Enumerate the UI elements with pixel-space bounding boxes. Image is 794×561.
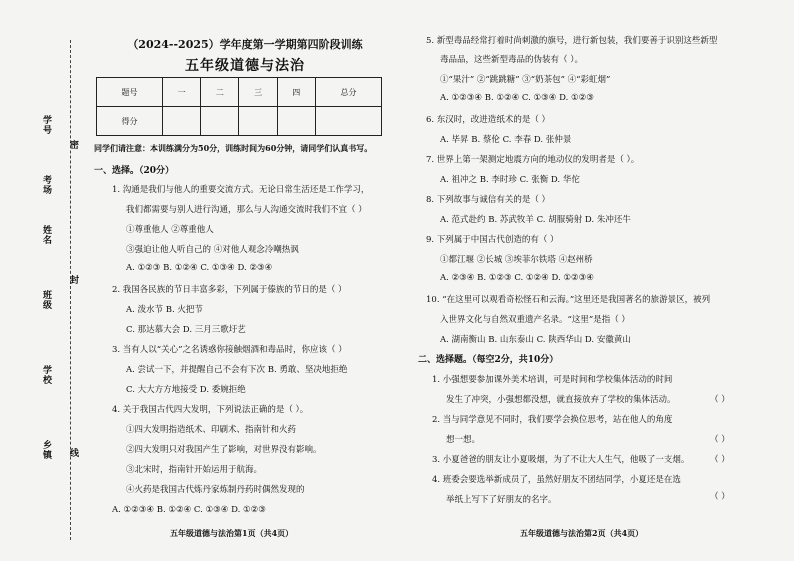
question-text: 5. 新型毒品经常打着时尚刺激的旗号，进行新包装，我们要善于识别这些新型 [426,36,718,46]
score-row-label: 得分 [97,107,163,136]
answer-choices: A. 范式赴约 B. 苏武牧羊 C. 胡服骑射 D. 朱冲还牛 [440,215,631,225]
seal-char-3: 线 [68,448,78,458]
question-text: 2. 我国各民族的节日丰富多彩，下列属于傣族的节日的是（ ） [112,285,347,295]
score-table-row [97,107,382,136]
score-cell [315,107,381,136]
answer-choices: A. 毕昇 B. 蔡伦 C. 李春 D. 张仲景 [440,135,572,145]
question-text: 7. 世界上第一架测定地震方向的地动仪的发明者是（ ）。 [426,155,640,165]
question-text: 9. 下列属于中国古代创造的有（ ） [426,235,559,245]
score-header-cell: 总分 [315,78,381,107]
answer-choices: C. 那达慕大会 D. 三月三歌圩艺 [126,325,246,335]
answer-choices: A. 尝试一下，并提醒自己不会有下次 B. 勇敢、坚决地拒绝 [126,365,348,375]
judgment-question: 4. 班委会要选举新成员了，虽然好朋友不团结同学，小夏还是在选 [432,475,681,485]
judgment-question: 1. 小强想要参加课外美术培训，可是时间和学校集体活动的时间 [432,375,673,385]
seal-char-1: 密 [68,140,78,150]
question-text: 1. 沟通是我们与他人的重要交流方式。无论日常生活还是工作学习， [112,185,370,195]
question-text: 6. 东汉时，改进造纸术的是（ ） [426,115,551,125]
score-header-cell: 题号 [97,78,163,107]
binding-margin [0,0,88,561]
seal-line [70,40,71,540]
score-header-cell: 二 [201,78,239,107]
answer-choices: A. ①②③ B. ①②④ C. ①③④ D. ②③④ [126,263,273,273]
binding-label-class: 班级 [41,290,51,310]
question-option: ①都江堰 ②长城 ③埃菲尔铁塔 ④赵州桥 [440,255,593,265]
page-footer-left: 五年级道德与法治第1页（共4页） [170,528,294,538]
binding-label-exam-room: 考场 [41,175,51,195]
judgment-question: 2. 当与同学意见不同时，我们要学会换位思考，站在他人的角度 [432,415,673,425]
question-option: ②四大发明只对我国产生了影响，对世界没有影响。 [126,445,322,455]
score-header-cell: 四 [277,78,315,107]
question-text: 4. 关于我国古代四大发明，下列说法正确的是（ ）。 [112,405,309,415]
answer-choices: A. ①②③④ B. ①②④ C. ①③④ D. ①②③ [440,93,594,103]
question-text: 3. 当有人以“关心”之名诱惑你接触烟酒和毒品时，你应该（ ） [112,345,347,355]
score-cell [239,107,277,136]
question-text: 毒品品，这些新型毒品的伪装有（ ）。 [440,55,583,65]
score-cell [163,107,201,136]
score-header-cell: 一 [163,78,201,107]
question-option: ①“果汁” ②“跳跳糖” ③“奶茶包” ④“彩虹烟” [440,75,611,85]
answer-blank[interactable]: （ ） [710,492,730,502]
judgment-question: 发生了冲突，小强想都没想，就直接放弃了学校的集体活动。 [446,395,676,405]
binding-label-school: 学校 [41,365,51,385]
binding-label-name: 姓名 [41,225,51,245]
question-option: ①尊重他人 ②尊重他人 [126,225,214,235]
answer-choices: C. 大大方方地接受 D. 委婉拒绝 [126,385,246,395]
judgment-question: 举纸上写下了好朋友的名字。 [446,495,557,505]
question-option: ①四大发明指造纸术、印刷术、指南针和火药 [126,425,297,435]
answer-choices: A. 湖南衡山 B. 山东泰山 C. 陕西华山 D. 安徽黄山 [440,335,631,345]
answer-blank[interactable]: （ ） [710,435,730,445]
question-option: ④火药是我国古代炼丹家炼制丹药时偶然发现的 [126,485,305,495]
exam-term-title: （2024--2025）学年度第一学期第四阶段训练 [127,38,363,51]
section1-heading: 一、选择。（20分） [94,166,175,176]
seal-char-2: 封 [68,275,78,285]
exam-notice: 同学们请注意：本训练满分为50分，训练时间为60分钟，请同学们认真书写。 [94,143,373,153]
score-cell [277,107,315,136]
page-footer-right: 五年级道德与法治第2页（共4页） [520,528,644,538]
question-option: ③北宋时，指南针开始运用于航海。 [126,465,263,475]
binding-label-town: 乡镇 [41,440,51,460]
question-text: 10. “在这里可以观看奇松怪石和云海。”这里还是我国著名的旅游景区，被列 [426,295,711,305]
score-table [96,77,382,136]
score-cell [201,107,239,136]
judgment-question: 想一想。 [446,435,481,445]
score-table-header-row [97,78,382,107]
question-text: 8. 下列故事与诚信有关的是（ ） [426,195,551,205]
answer-choices: A. ②③④ B. ①②③ C. ①②④ D. ①②③④ [440,273,594,283]
binding-label-student-id: 学号 [41,115,51,135]
judgment-question: 3. 小夏爸爸的朋友让小夏吸烟，为了不让大人生气，他吸了一支烟。 [432,455,690,465]
answer-choices: A. 祖冲之 B. 李时珍 C. 张衡 D. 华佗 [440,175,580,185]
question-text: 我们都需要与别人进行沟通，那么与人沟通交流时我们不宜（ ） [126,205,367,215]
question-text: 入世界文化与自然双重遗产名录。“这里”是指（ ） [440,315,630,325]
answer-blank[interactable]: （ ） [710,395,730,405]
exam-subject-title: 五年级道德与法治 [185,58,305,74]
answer-blank[interactable]: （ ） [710,455,730,465]
question-option: ③强迫让他人听自己的 ④对他人观念冷嘲热讽 [126,245,299,255]
score-header-cell: 三 [239,78,277,107]
section2-heading: 二、选择题。（每空2分，共10分） [418,355,559,365]
answer-choices: A. 泼水节 B. 火把节 [126,305,203,315]
answer-choices: A. ①②③④ B. ①②④ C. ①③④ D. ①②③ [112,505,266,515]
